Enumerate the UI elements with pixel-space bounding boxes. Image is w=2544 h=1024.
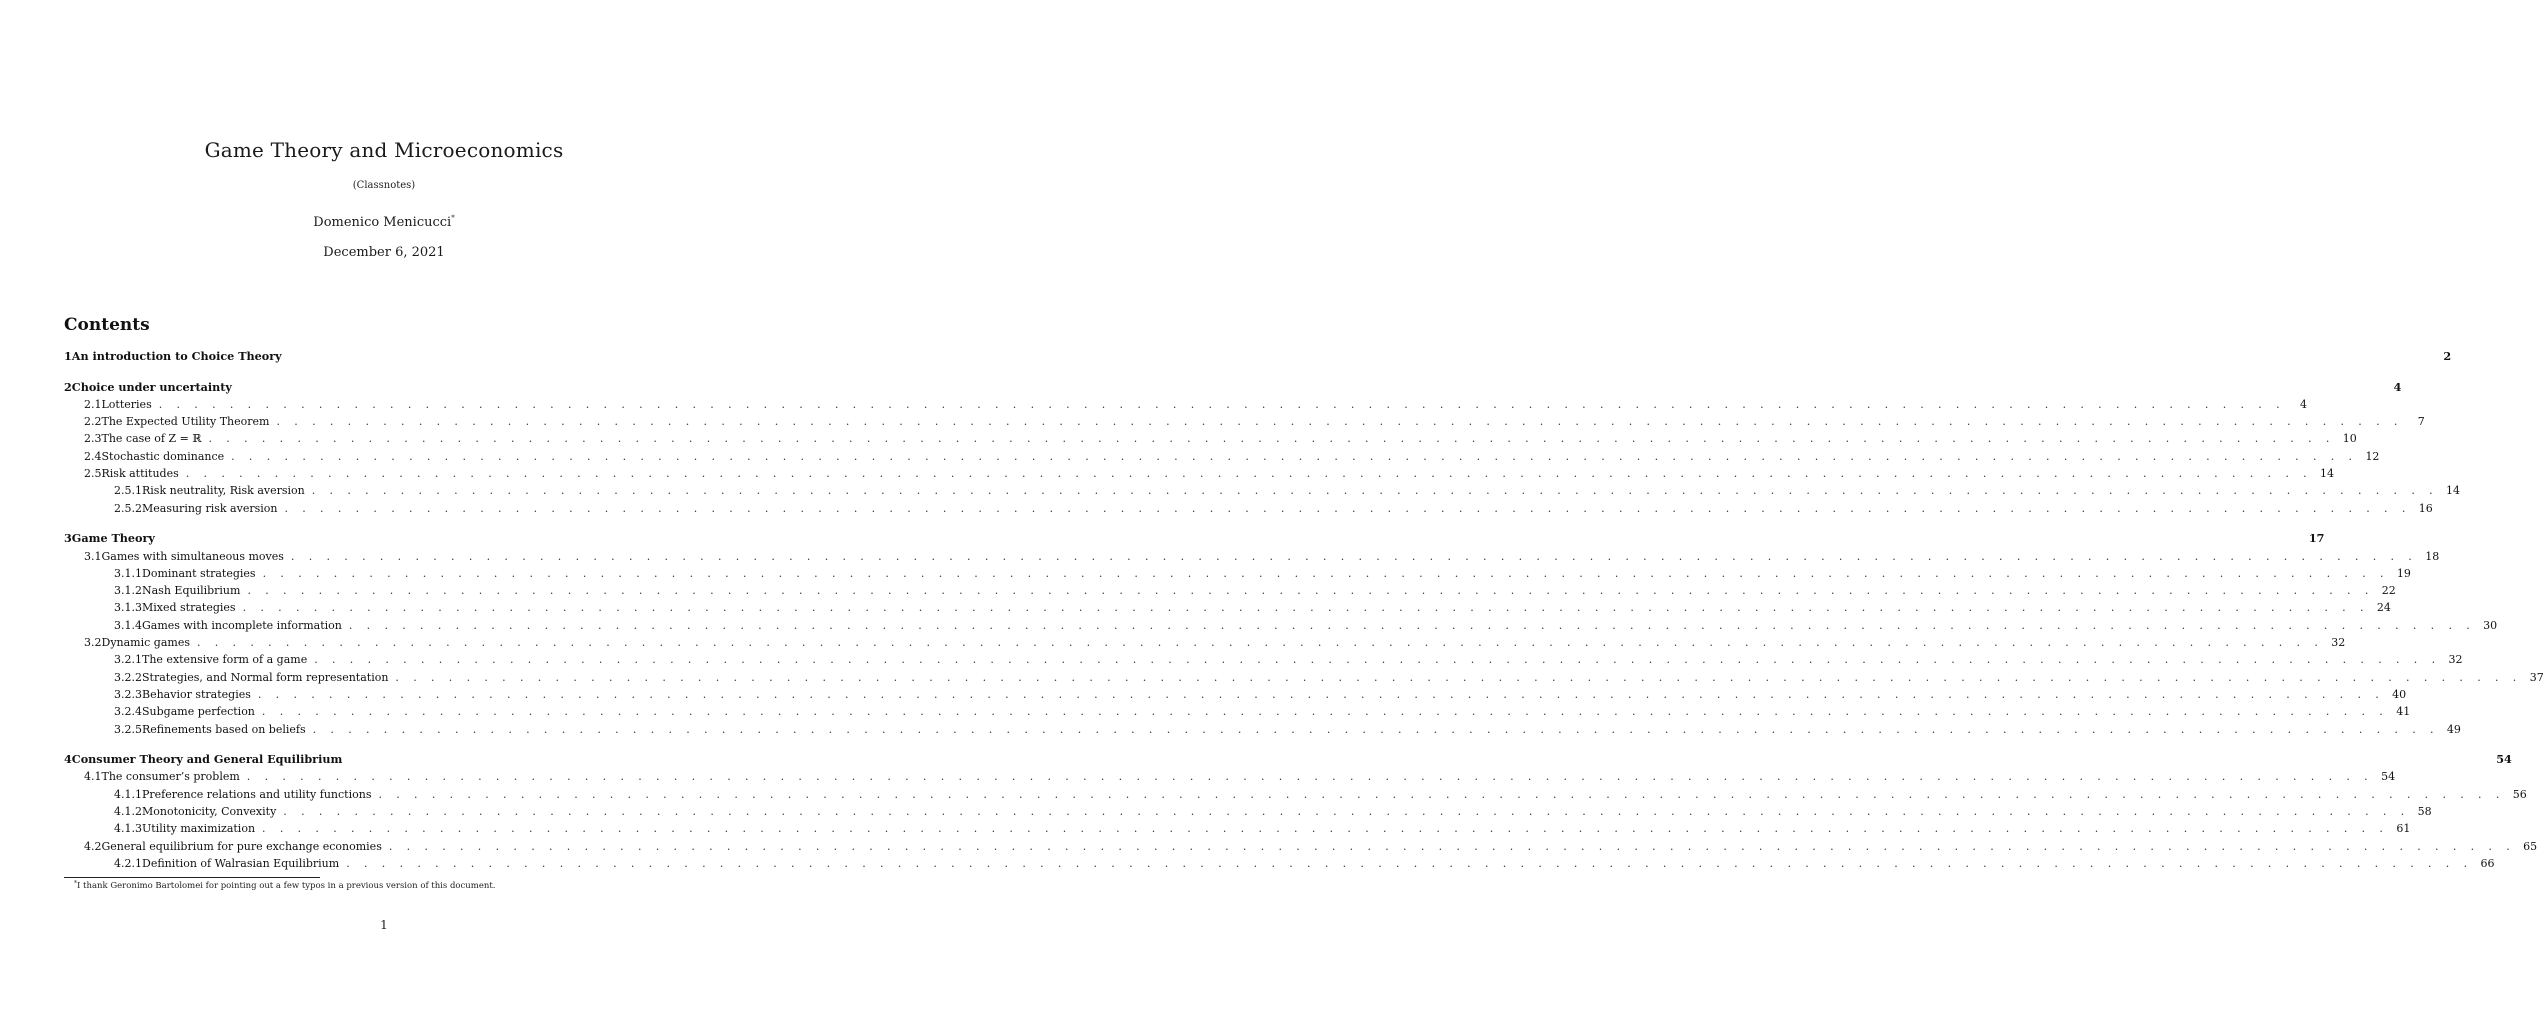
toc-entry[interactable] <box>64 838 2538 855</box>
toc-entry[interactable] <box>64 617 2498 634</box>
toc-entry[interactable] <box>64 396 2308 413</box>
contents-heading: Contents <box>64 315 150 335</box>
toc-entry-number: 1 <box>64 349 72 363</box>
toc-entry[interactable] <box>64 548 2440 565</box>
toc-entry[interactable] <box>64 348 2452 365</box>
toc-entry-page: 37 <box>2529 670 2544 684</box>
toc-entry-number: 3 <box>64 531 72 546</box>
toc-dot-leader: . . . . . . . . . . . . . . . . . . . . . . . . . . . . . . . . . . . . . . . . . . . . . . . . . . . . . . . . . . . . . . . . . . . . . . . . . . . . . . . . . . . . . . . . . . . . . . . . . . . . . . . . . . . . . . . . . . . . . . . . <box>314 653 2441 667</box>
toc-entry-title[interactable]: Risk neutrality, Risk aversion <box>142 484 305 498</box>
footnote-text: I thank Geronimo Bartolomei for pointing out a few typos in a previous version of this document. <box>77 881 496 891</box>
toc-entry-title[interactable]: Dominant strategies <box>142 566 256 580</box>
toc-entry[interactable] <box>64 651 2463 668</box>
toc-entry-title[interactable]: Games with incomplete information <box>142 618 342 632</box>
toc-entry-title[interactable]: Choice under uncertainty <box>71 379 232 394</box>
toc-entry-title[interactable]: Dynamic games <box>101 636 190 650</box>
toc-dot-leader: . . . . . . . . . . . . . . . . . . . . . . . . . . . . . . . . . . . . . . . . . . . . . . . . . . . . . . . . . . . . . . . . . . . . . . . . . . . . . . . . . . . . . . . . . . . . . . . . . . . . . . . . . . . . . . . . . . . . . . . . <box>284 501 2411 515</box>
toc-entry-title[interactable]: The extensive form of a game <box>142 653 308 667</box>
toc-dot-leader: . . . . . . . . . . . . . . . . . . . . . . . . . . . . . . . . . . . . . . . . . . . . . . . . . . . . . . . . . . . . . . . . . . . . . . . . . . . . . . . . . . . . . . . . . . . . . . . . . . . . . . . . . . . . . . . . . . . . . . . . <box>262 566 2389 580</box>
toc-dot-leader: . . . . . . . . . . . . . . . . . . . . . . . . . . . . . . . . . . . . . . . . . . . . . . . . . . . . . . . . . . . . . . . . . . . . . . . . . . . . . . . . . . . . . . . . . . . . . . . . . . . . . . . . . . . . . . . . . . . . . . . . <box>290 549 2418 563</box>
toc-entry-number: 2.5.2 <box>114 501 142 515</box>
toc-entry[interactable] <box>64 751 2512 768</box>
toc-entry-page: 10 <box>2342 432 2357 446</box>
toc-entry-number: 4.1.3 <box>114 822 142 836</box>
toc-entry[interactable] <box>64 530 2325 547</box>
footnote <box>74 880 495 891</box>
toc-dot-leader: . . . . . . . . . . . . . . . . . . . . . . . . . . . . . . . . . . . . . . . . . . . . . . . . . . . . . . . . . . . . . . . . . . . . . . . . . . . . . . . . . . . . . . . . . . . . . . . . . . . . . . . . . . . . . . . . . . . . . . . . <box>246 770 2374 784</box>
toc-entry-number: 2.3 <box>84 432 102 446</box>
toc-entry-title[interactable]: Measuring risk aversion <box>142 501 278 515</box>
toc-dot-leader: . . . . . . . . . . . . . . . . . . . . . . . . . . . . . . . . . . . . . . . . . . . . . . . . . . . . . . . . . . . . . . . . . . . . . . . . . . . . . . . . . . . . . . . . . . . . . . . . . . . . . . . . . . . . . . . . . . . . . . . . <box>261 705 2389 719</box>
toc-entry-number: 4.2 <box>84 839 102 853</box>
toc-entry-number: 4.1.1 <box>114 787 142 801</box>
toc-entry-number: 3.2 <box>84 636 102 650</box>
toc-entry-title[interactable]: Preference relations and utility functions <box>142 787 372 801</box>
toc-entry[interactable] <box>64 430 2357 447</box>
toc-entry-page: 14 <box>2446 484 2461 498</box>
toc-entry[interactable] <box>64 768 2396 785</box>
toc-entry-title[interactable]: Consumer Theory and General Equilibrium <box>71 752 343 767</box>
toc-entry-title[interactable]: Definition of Walrasian Equilibrium <box>142 856 340 870</box>
toc-entry[interactable] <box>64 803 2432 820</box>
toc-entry[interactable] <box>64 482 2461 499</box>
toc-entry-number: 4 <box>64 752 72 767</box>
toc-entry[interactable] <box>64 448 2380 465</box>
toc-entry-title[interactable]: Stochastic dominance <box>101 449 225 463</box>
toc-entry-number: 4.1 <box>84 770 102 784</box>
toc-entry-page: 65 <box>2523 839 2538 853</box>
toc-entry-page: 49 <box>2446 722 2461 736</box>
toc-entry-number: 3.1.4 <box>114 618 142 632</box>
toc-entry-number: 2.2 <box>84 415 102 429</box>
toc-entry-number: 3.1.1 <box>114 566 142 580</box>
toc-entry[interactable] <box>64 669 2544 686</box>
toc-entry-page: 4 <box>2393 379 2402 394</box>
page-number: 1 <box>380 918 388 932</box>
toc-dot-leader: . . . . . . . . . . . . . . . . . . . . . . . . . . . . . . . . . . . . . . . . . . . . . . . . . . . . . . . . . . . . . . . . . . . . . . . . . . . . . . . . . . . . . . . . . . . . . . . . . . . . . . . . . . . . . . . . . . . . . . . . <box>283 805 2410 819</box>
toc-entry-number: 2 <box>64 379 72 394</box>
document-date: December 6, 2021 <box>323 245 445 260</box>
toc-entry-page: 41 <box>2396 705 2411 719</box>
toc-entry-title[interactable]: Risk attitudes <box>101 467 179 481</box>
toc-dot-leader: . . . . . . . . . . . . . . . . . . . . . . . . . . . . . . . . . . . . . . . . . . . . . . . . . . . . . . . . . . . . . . . . . . . . . . . . . . . . . . . . . . . . . . . . . . . . . . . . . . . . . . . . . . . . . . . . . . . . . . . . <box>388 839 2516 853</box>
toc-entry[interactable] <box>64 721 2461 738</box>
toc-entry-number: 2.1 <box>84 397 102 411</box>
toc-dot-leader: . . . . . . . . . . . . . . . . . . . . . . . . . . . . . . . . . . . . . . . . . . . . . . . . . . . . . . . . . . . . . . . . . . . . . . . . . . . . . . . . . . . . . . . . . . . . . . . . . . . . . . . . . . . . . . . . . . . . . . . . <box>346 856 2473 870</box>
toc-entry-page: 7 <box>2417 415 2425 429</box>
toc-entry[interactable] <box>64 599 2391 616</box>
document-title: Game Theory and Microeconomics <box>204 138 564 162</box>
toc-dot-leader: . . . . . . . . . . . . . . . . . . . . . . . . . . . . . . . . . . . . . . . . . . . . . . . . . . . . . . . . . . . . . . . . . . . . . . . . . . . . . . . . . . . . . . . . . . . . . . . . . . . . . . . . . . . . . . . . . . . . . . . . <box>208 432 2335 446</box>
toc-entry-number: 3.2.5 <box>114 722 142 736</box>
toc-dot-leader: . . . . . . . . . . . . . . . . . . . . . . . . . . . . . . . . . . . . . . . . . . . . . . . . . . . . . . . . . . . . . . . . . . . . . . . . . . . . . . . . . . . . . . . . . . . . . . . . . . . . . . . . . . . . . . . . . . . . . . . . <box>247 584 2374 598</box>
author-footnote-mark: * <box>451 214 455 222</box>
toc-entry-number: 2.5.1 <box>114 484 142 498</box>
toc-entry-number: 2.4 <box>84 449 102 463</box>
author-name: Domenico Menicucci <box>313 215 452 230</box>
toc-dot-leader: . . . . . . . . . . . . . . . . . . . . . . . . . . . . . . . . . . . . . . . . . . . . . . . . . . . . . . . . . . . . . . . . . . . . . . . . . . . . . . . . . . . . . . . . . . . . . . . . . . . . . . . . . . . . . . . . . . . . . . . . <box>312 722 2439 736</box>
toc-dot-leader: . . . . . . . . . . . . . . . . . . . . . . . . . . . . . . . . . . . . . . . . . . . . . . . . . . . . . . . . . . . . . . . . . . . . . . . . . . . . . . . . . . . . . . . . . . . . . . . . . . . . . . . . . . . . . . . . . . . . . . . . <box>231 449 2358 463</box>
toc-dot-leader: . . . . . . . . . . . . . . . . . . . . . . . . . . . . . . . . . . . . . . . . . . . . . . . . . . . . . . . . . . . . . . . . . . . . . . . . . . . . . . . . . . . . . . . . . . . . . . . . . . . . . . . . . . . . . . . . . . . . . . . . <box>348 618 2476 632</box>
toc-entry-page: 14 <box>2320 467 2335 481</box>
toc-entry-page: 2 <box>2443 349 2452 363</box>
toc-entry-title[interactable]: Mixed strategies <box>142 601 236 615</box>
toc-dot-leader: . . . . . . . . . . . . . . . . . . . . . . . . . . . . . . . . . . . . . . . . . . . . . . . . . . . . . . . . . . . . . . . . . . . . . . . . . . . . . . . . . . . . . . . . . . . . . . . . . . . . . . . . . . . . . . . . . . . . . . . . <box>196 636 2324 650</box>
toc-entry-number: 4.1.2 <box>114 805 142 819</box>
toc-entry-page: 56 <box>2512 787 2527 801</box>
toc-entry-number: 4.2.1 <box>114 856 142 870</box>
toc-entry-number: 3.1 <box>84 549 102 563</box>
toc-entry-page: 12 <box>2365 449 2380 463</box>
toc-entry-page: 61 <box>2396 822 2411 836</box>
toc-entry-page: 22 <box>2381 584 2396 598</box>
toc-entry-number: 3.2.3 <box>114 687 142 701</box>
toc-entry-page: 32 <box>2331 636 2346 650</box>
toc-entry-page: 30 <box>2483 618 2498 632</box>
toc-entry-title[interactable]: General equilibrium for pure exchange economies <box>101 839 382 853</box>
toc-entry-title[interactable]: Refinements based on beliefs <box>142 722 306 736</box>
toc-entry-title[interactable]: Games with simultaneous moves <box>101 549 284 563</box>
toc-entry-title[interactable]: Strategies, and Normal form representation <box>142 670 389 684</box>
toc-dot-leader: . . . . . . . . . . . . . . . . . . . . . . . . . . . . . . . . . . . . . . . . . . . . . . . . . . . . . . . . . . . . . . . . . . . . . . . . . . . . . . . . . . . . . . . . . . . . . . . . . . . . . . . . . . . . . . . . . . . . . . . . <box>158 397 2286 411</box>
toc-entry-number: 3.2.1 <box>114 653 142 667</box>
toc-entry-page: 66 <box>2480 856 2495 870</box>
toc-dot-leader: . . . . . . . . . . . . . . . . . . . . . . . . . . . . . . . . . . . . . . . . . . . . . . . . . . . . . . . . . . . . . . . . . . . . . . . . . . . . . . . . . . . . . . . . . . . . . . . . . . . . . . . . . . . . . . . . . . . . . . . . <box>378 787 2505 801</box>
toc-entry-number: 3.1.2 <box>114 584 142 598</box>
toc-entry-title[interactable]: Utility maximization <box>142 822 256 836</box>
toc-dot-leader: . . . . . . . . . . . . . . . . . . . . . . . . . . . . . . . . . . . . . . . . . . . . . . . . . . . . . . . . . . . . . . . . . . . . . . . . . . . . . . . . . . . . . . . . . . . . . . . . . . . . . . . . . . . . . . . . . . . . . . . . <box>185 467 2313 481</box>
footnote-rule <box>64 877 320 878</box>
table-of-contents <box>64 348 2544 872</box>
toc-entry-page: 54 <box>2381 770 2396 784</box>
toc-entry-page: 18 <box>2425 549 2440 563</box>
toc-entry-number: 2.5 <box>84 467 102 481</box>
toc-dot-leader: . . . . . . . . . . . . . . . . . . . . . . . . . . . . . . . . . . . . . . . . . . . . . . . . . . . . . . . . . . . . . . . . . . . . . . . . . . . . . . . . . . . . . . . . . . . . . . . . . . . . . . . . . . . . . . . . . . . . . . . . <box>311 484 2439 498</box>
toc-entry[interactable] <box>64 582 2396 599</box>
toc-dot-leader: . . . . . . . . . . . . . . . . . . . . . . . . . . . . . . . . . . . . . . . . . . . . . . . . . . . . . . . . . . . . . . . . . . . . . . . . . . . . . . . . . . . . . . . . . . . . . . . . . . . . . . . . . . . . . . . . . . . . . . . . <box>395 670 2522 684</box>
toc-dot-leader: . . . . . . . . . . . . . . . . . . . . . . . . . . . . . . . . . . . . . . . . . . . . . . . . . . . . . . . . . . . . . . . . . . . . . . . . . . . . . . . . . . . . . . . . . . . . . . . . . . . . . . . . . . . . . . . . . . . . . . . . <box>257 687 2385 701</box>
toc-entry-title[interactable]: Behavior strategies <box>142 687 251 701</box>
toc-dot-leader: . . . . . . . . . . . . . . . . . . . . . . . . . . . . . . . . . . . . . . . . . . . . . . . . . . . . . . . . . . . . . . . . . . . . . . . . . . . . . . . . . . . . . . . . . . . . . . . . . . . . . . . . . . . . . . . . . . . . . . . . <box>276 415 2403 429</box>
toc-entry[interactable] <box>64 855 2495 872</box>
toc-entry-title[interactable]: The Expected Utility Theorem <box>101 415 270 429</box>
toc-entry-page: 4 <box>2300 397 2308 411</box>
toc-entry[interactable] <box>64 703 2411 720</box>
toc-entry-title[interactable]: Game Theory <box>71 531 155 546</box>
toc-entry[interactable] <box>64 413 2425 430</box>
toc-entry-number: 3.2.4 <box>114 705 142 719</box>
toc-entry-number: 3.2.2 <box>114 670 142 684</box>
toc-entry-page: 58 <box>2417 805 2432 819</box>
footnote-mark: * <box>74 880 77 887</box>
toc-entry[interactable] <box>64 634 2346 651</box>
toc-entry-page: 19 <box>2396 566 2411 580</box>
toc-entry-title[interactable]: Monotonicity, Convexity <box>142 805 277 819</box>
toc-entry[interactable] <box>64 686 2407 703</box>
toc-entry-title[interactable]: An introduction to Choice Theory <box>71 349 282 363</box>
toc-entry[interactable] <box>64 465 2335 482</box>
toc-entry[interactable] <box>64 565 2411 582</box>
toc-entry-page: 17 <box>2308 531 2325 546</box>
toc-dot-leader: . . . . . . . . . . . . . . . . . . . . . . . . . . . . . . . . . . . . . . . . . . . . . . . . . . . . . . . . . . . . . . . . . . . . . . . . . . . . . . . . . . . . . . . . . . . . . . . . . . . . . . . . . . . . . . . . . . . . . . . . <box>242 601 2369 615</box>
toc-entry[interactable] <box>64 500 2433 517</box>
toc-entry-title[interactable]: The consumer’s problem <box>101 770 240 784</box>
toc-entry-page: 24 <box>2376 601 2391 615</box>
toc-entry-title[interactable]: Subgame perfection <box>142 705 255 719</box>
toc-entry-page: 32 <box>2448 653 2463 667</box>
toc-entry-title[interactable]: Lotteries <box>101 397 152 411</box>
toc-entry-number: 3.1.3 <box>114 601 142 615</box>
toc-entry-page: 54 <box>2496 752 2512 767</box>
toc-entry[interactable] <box>64 379 2402 396</box>
toc-entry[interactable] <box>64 786 2527 803</box>
document-subtitle: (Classnotes) <box>352 180 416 191</box>
toc-entry-page: 16 <box>2418 501 2433 515</box>
toc-entry-page: 40 <box>2392 687 2407 701</box>
toc-dot-leader: . . . . . . . . . . . . . . . . . . . . . . . . . . . . . . . . . . . . . . . . . . . . . . . . . . . . . . . . . . . . . . . . . . . . . . . . . . . . . . . . . . . . . . . . . . . . . . . . . . . . . . . . . . . . . . . . . . . . . . . . <box>262 822 2389 836</box>
toc-entry-title[interactable]: The case of Z = ℝ <box>101 432 202 446</box>
author-line <box>0 214 768 230</box>
toc-entry[interactable] <box>64 820 2411 837</box>
toc-entry-title[interactable]: Nash Equilibrium <box>142 584 241 598</box>
